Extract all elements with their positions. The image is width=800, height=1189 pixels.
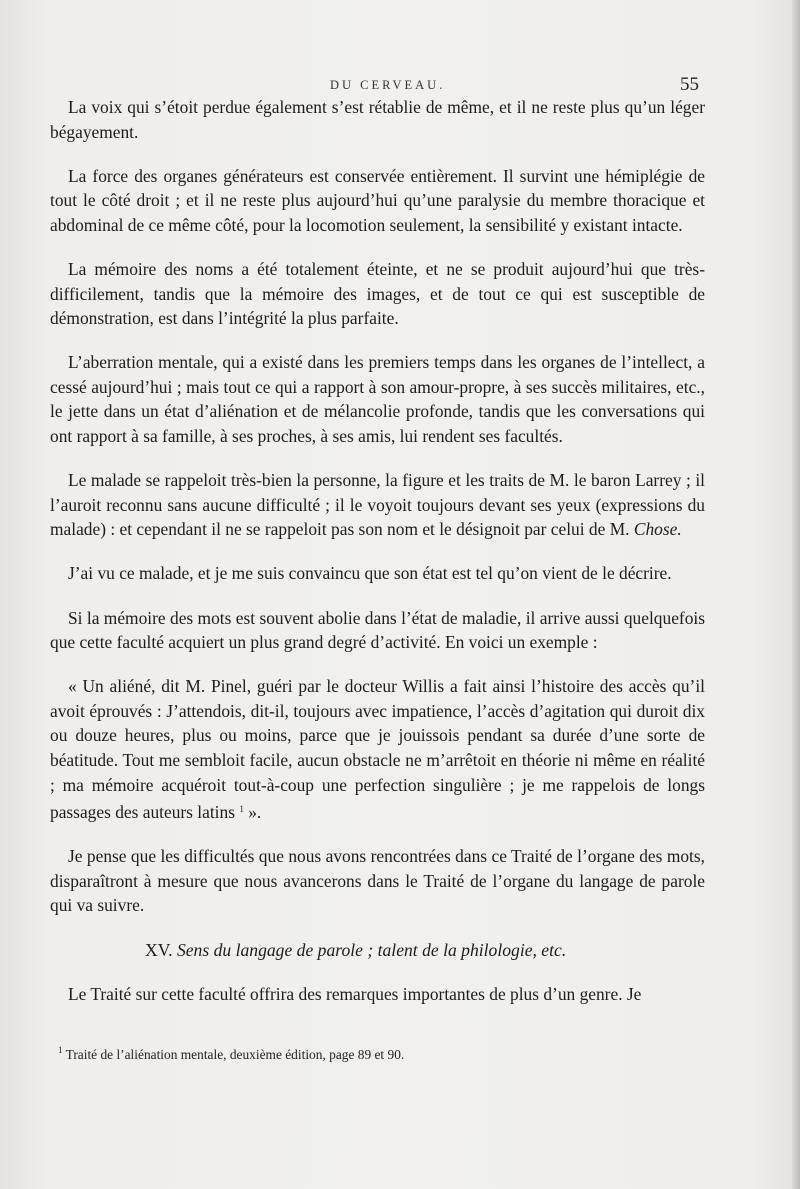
paragraph-memory-words: Si la mémoire des mots est souvent abolie dans l’état de maladie, il arrive aussi quelquefois que cette faculté acquiert un plus grand degré d’activité. En voici un exemple : <box>50 607 705 653</box>
paragraph-force: La force des organes générateurs est conservée entièrement. Il survint une hémiplégie de tout le côté droit ; et il ne reste plus aujourd’hui qu’une paralysie du membre thoracique et abdominal de ce même côté, pour la locomotion seulement, la sensibilité y existant intacte. <box>50 165 705 235</box>
footnote-text: Traité de l’aliénation mentale, deuxième édition, page 89 et 90. <box>65 1047 405 1062</box>
paragraph-aberration: L’aberration mentale, qui a existé dans les premiers temps dans les organes de l’intellect, a cessé aujourd’hui ; mais tout ce qui a rapport à son amour-propre, à ses succès militaires, etc., le jette dans un état d’aliénation et de mélancolie profonde, tandis que les conversations qui ont rapport à sa famille, à ses proches, à ses amis, lui rendent ses facultés. <box>50 352 705 447</box>
page-number: 55 <box>680 74 699 95</box>
paragraph-difficulties: Je pense que les difficultés que nous avons rencontrées dans ce Traité de l’organe des mots, disparaîtront à mesure que nous avancerons dans le Traité de l’organe du langage de parole qui va suivre. <box>50 846 705 916</box>
paragraph-voice: La voix qui s’étoit perdue également s’est rétablie de même, et il ne reste plus qu’un léger bégayement. <box>50 97 705 142</box>
running-head: DU CERVEAU. <box>330 78 446 92</box>
paragraph-memory-names: La mémoire des noms a été totalement éteinte, et ne se produit aujourd’hui que très-difficilement, tandis que la mémoire des images, et de tout ce qui est susceptible de démonstration, est dans l’intégrité la plus parfaite. <box>50 258 705 329</box>
footnote-reference: 1 <box>239 804 244 815</box>
body-text <box>50 95 705 1026</box>
paragraph-seen-patient: J’ai vu ce malade, et je me suis convaincu que son état est tel qu’on vient de le décrire. <box>68 563 672 584</box>
larrey-text: Le malade se rappeloit très-bien la personne, la figure et les traits de M. le baron Larrey ; il l’auroit reconnu sans aucune difficulté ; il le voyoit toujours devant ses yeux (expressions du malade) : et cependant il ne se rappeloit pas son nom et le désignoit par celui de M. <box>50 470 705 540</box>
section-number: XV. <box>145 939 173 960</box>
page-edge <box>792 0 800 1189</box>
footnote <box>58 1041 698 1064</box>
section-title: Sens du langage de parole ; talent de la philologie, etc. <box>176 939 567 960</box>
pinel-quote-text: « Un aliéné, dit M. Pinel, guéri par le docteur Willis a fait ainsi l’histoire des accès qu’il avoit éprouvés : J’attendois, dit-il, toujours avec impatience, l’accès d’agitation qui duroit dix ou douze heures, plus ou moins, parce que je jouissois pendant sa durée d’une sorte de béatitude. Tout me sembloit facile, aucun obstacle ne m’arrêtoit en théorie ni même en réalité ; ma mémoire acquéroit tout-à-coup une perfection singulière ; je me rappelois de longs passages des auteurs latins <box>50 676 705 823</box>
pinel-quote-closing: ». <box>243 802 262 823</box>
paragraph-treatise: Le Traité sur cette faculté offrira des remarques importantes de plus d’un genre. Je <box>68 983 642 1004</box>
section-heading <box>50 938 705 963</box>
paragraph-pinel-quote <box>50 674 705 825</box>
footnote-mark: 1 <box>58 1045 63 1055</box>
paragraph-larrey <box>50 468 705 542</box>
chose-word: Chose. <box>633 519 682 540</box>
